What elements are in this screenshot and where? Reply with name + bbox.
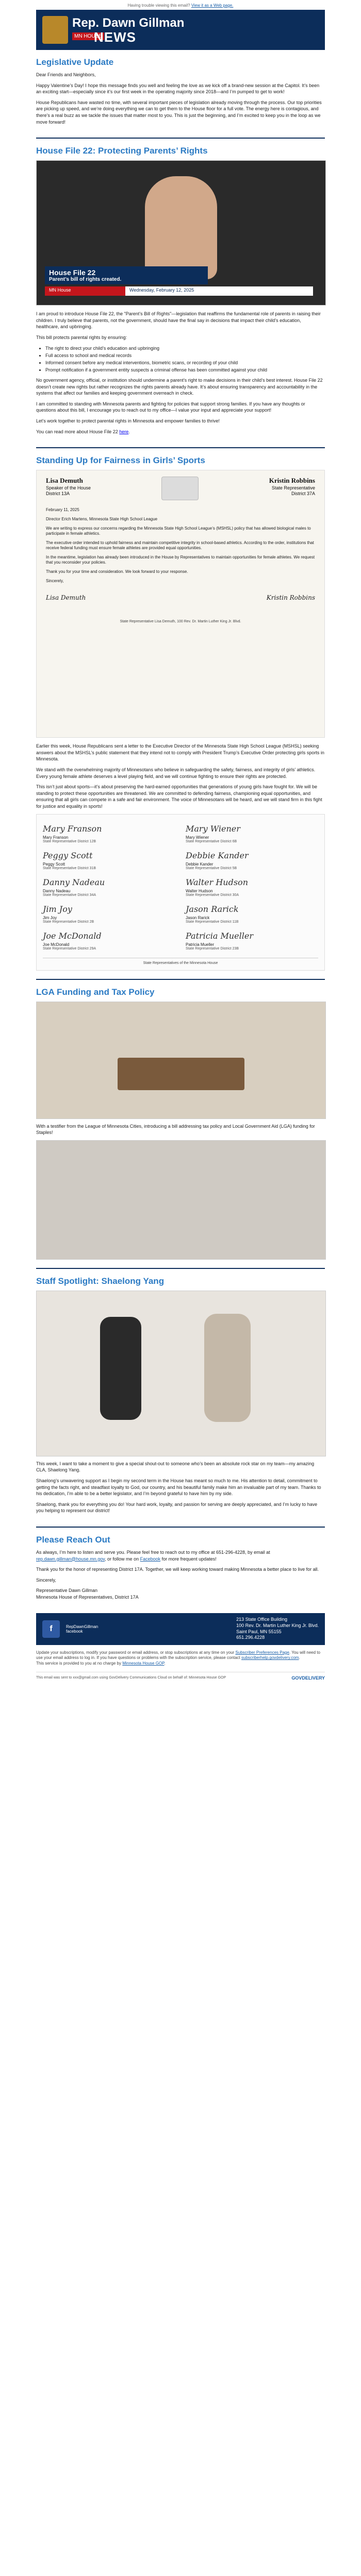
signature-name: Danny Nadeau bbox=[43, 888, 71, 893]
staff-section bbox=[36, 1276, 325, 1521]
legal-line2: This service is provided to you at no charge by Minnesota House GOP. bbox=[36, 1661, 166, 1666]
bottom-bar bbox=[36, 1672, 325, 1684]
hf22-p2: This bill protects parental rights by ensuring: bbox=[36, 334, 127, 340]
signature-entry bbox=[186, 851, 318, 870]
hearing-desk bbox=[118, 1058, 244, 1090]
govdelivery-logo: GOVDELIVERY bbox=[291, 1675, 325, 1681]
fairness-p1: Earlier this week, House Republicans sent a letter to the Executive Director of the Minnesota State High School League (MSHSL) seeking answers about the MSHSL’s public statement that they intend not to comply with President Trump’s Executive Order protecting girls sports in Minnesota. bbox=[36, 743, 324, 762]
letter-signatures bbox=[46, 594, 315, 601]
bottom-left-text: This email was sent to xxx@gmail.com using GovDelivery Communications Cloud on behalf of: Minnesota House GOP bbox=[36, 1676, 226, 1680]
section-title-legislative: Legislative Update bbox=[36, 57, 114, 67]
banner-name: Rep. Dawn Gillman bbox=[72, 16, 185, 30]
staff-person-left bbox=[100, 1317, 141, 1420]
letter-to: Director Erich Martens, Minnesota State High School League bbox=[46, 517, 158, 522]
staff-p3: Shaelong, thank you for everything you do! Your hard work, loyalty, and passion for serving are deeply appreciated, and I’m lucky to have you helping to represent our district! bbox=[36, 1501, 318, 1514]
greeting: Dear Friends and Neighbors, bbox=[36, 72, 96, 77]
letter-header bbox=[46, 477, 315, 500]
signature-script: Walter Hudson bbox=[186, 877, 248, 887]
reach-sign1: Representative Dawn Gillman bbox=[36, 1588, 98, 1594]
signature-district: State Representative District 23B bbox=[186, 946, 239, 951]
signature-entry bbox=[186, 931, 318, 951]
fairness-p3: This isn’t just about sports—it’s about preserving the hard-earned opportunities that generations of young girls have fought for. We will be standing to protect these opportunities are threatened. We are committed to defending fairness, championing equal opportunities, and ensuring that all girls can compete in a safe and fair environment. The voice of Minnesotans will be heard, and we will stand firm in this fight for justice and equality in sports! bbox=[36, 784, 322, 809]
signature-name: Peggy Scott bbox=[43, 861, 65, 867]
lga-hearing-photo bbox=[36, 1002, 326, 1119]
signature-entry bbox=[43, 904, 175, 924]
addr-line1: 213 State Office Building bbox=[236, 1617, 287, 1622]
signature-district: State Representative District 5B bbox=[186, 866, 237, 870]
footer-facebook-label: facebook bbox=[66, 1629, 83, 1634]
reach-sign2: Minnesota House of Representatives, District 17A bbox=[36, 1594, 139, 1600]
reach-p2: Thank you for the honor of representing District 17A. Together, we will keep working toward making Minnesota a better place to live for all. bbox=[36, 1567, 319, 1572]
letter-footnote: State Representative Lisa Demuth, 100 Rev. Dr. Martin Luther King Jr. Blvd. bbox=[120, 620, 241, 624]
signature-entry bbox=[43, 851, 175, 870]
signature-entry bbox=[186, 824, 318, 843]
signature-script: Mary Wiener bbox=[186, 823, 240, 834]
list-item: • Prompt notification if a government entity suspects a criminal offense has been committed against your child bbox=[45, 367, 325, 373]
signature-script: Jason Rarick bbox=[186, 904, 239, 914]
letter-signature-right: Kristin Robbins bbox=[266, 594, 315, 602]
section-title-hf22: House File 22: Protecting Parents’ Rights bbox=[36, 146, 208, 156]
legal-p3: This service is provided to you at no charge by bbox=[36, 1661, 121, 1666]
letter-sincerely: Sincerely, bbox=[46, 579, 64, 584]
support-link[interactable]: subscriberhelp.govdelivery.com bbox=[241, 1655, 299, 1660]
signature-district: State Representative District 11B bbox=[186, 920, 239, 924]
letter-date: February 11, 2025 bbox=[46, 507, 79, 513]
signature-footnote: State Representatives of the Minnesota House bbox=[43, 958, 318, 965]
signature-name: Patricia Mueller bbox=[186, 942, 215, 947]
letter-right-sender bbox=[269, 477, 315, 497]
sender-name: Lisa Demuth bbox=[46, 477, 83, 485]
signature-district: State Representative District 6B bbox=[186, 839, 237, 843]
signature-script: Patricia Mueller bbox=[186, 930, 253, 941]
signature-district: State Representative District 2B bbox=[43, 920, 94, 924]
newsletter-container bbox=[36, 10, 325, 1684]
section-title-lga: LGA Funding and Tax Policy bbox=[36, 987, 155, 997]
signature-script: Mary Franson bbox=[43, 823, 102, 834]
signature-district: State Representative District 12B bbox=[43, 839, 96, 843]
facebook-link[interactable]: Facebook bbox=[140, 1556, 161, 1562]
subscriber-prefs-link[interactable]: Subscriber Preferences Page bbox=[235, 1650, 289, 1655]
banner-news: NEWS bbox=[94, 29, 136, 45]
signature-script: Danny Nadeau bbox=[43, 877, 105, 887]
staff-photo bbox=[36, 1291, 326, 1456]
staff-person-right bbox=[204, 1314, 251, 1422]
reach-signoff bbox=[36, 1587, 325, 1600]
signature-district: State Representative District 29A bbox=[43, 946, 96, 951]
hf22-section bbox=[36, 146, 325, 442]
reach-p1a: As always, I’m here to listen and serve you. Please feel free to reach out to my office at 651-296-4228, by email at bbox=[36, 1549, 270, 1555]
divider bbox=[36, 979, 325, 980]
footer-handle: RepDawnGillman bbox=[66, 1624, 99, 1629]
sender-district: District 37A bbox=[291, 490, 315, 496]
letter-body2: The executive order intended to uphold fairness and maintain competitive integrity in school-based athletics. According to the order, institutions that receive federal funding must ensure female athletes are provided equal opportunities. bbox=[46, 540, 314, 551]
email-link[interactable]: rep.dawn.gillman@house.mn.gov bbox=[36, 1556, 105, 1562]
letter-body3: In the meantime, legislation has already been introduced in the House by Representatives to maintain opportunities for female athletes. We request that you reconsider your policies. bbox=[46, 555, 315, 565]
signature-column-left bbox=[43, 820, 175, 958]
signature-script: Debbie Kander bbox=[186, 850, 249, 860]
section-title-staff: Staff Spotlight: Shaelong Yang bbox=[36, 1276, 165, 1286]
lga-p1: With a testifier from the League of Minnesota Cities, introducing a bill addressing tax policy and Local Government Aid (LGA) funding for Staples! bbox=[36, 1123, 315, 1136]
divider bbox=[36, 138, 325, 139]
letter-body1: We are writing to express our concerns regarding the Minnesota State High School League’s (MSHSL) policy that has allowed biological males to participate in female athletics. bbox=[46, 526, 311, 536]
signature-entry bbox=[186, 877, 318, 897]
staff-p2: Shaelong’s unwavering support as I begin my second term in the House has meant so much to me. His attention to detail, commitment to getting the facts right, and steadfast loyalty to God, our country, and his beautiful family make him an invaluable part of my team. Thanks to his dedication, I’m able to be a better legislator, and I’m beyond grateful to have him by my side. bbox=[36, 1478, 321, 1497]
sender-district: District 13A bbox=[46, 490, 70, 496]
divider bbox=[36, 1527, 325, 1528]
signature-name: Mary Franson bbox=[43, 835, 69, 840]
hf22-p4: I am committed to standing with Minnesota parents and fighting for policies that support strong families. If you have any thoughts or questions about this bill, I encourage you to reach out to my office—I value your input and appreciate your support! bbox=[36, 401, 305, 413]
portrait-image bbox=[145, 176, 217, 279]
caption-line2: Parent’s bill of rights created. bbox=[49, 277, 122, 283]
legal-notice bbox=[36, 1645, 325, 1672]
signature-name: Jim Joy bbox=[43, 915, 57, 920]
reach-p1c: for more frequent updates! bbox=[161, 1556, 217, 1562]
signature-column-right bbox=[186, 820, 318, 958]
gop-link[interactable]: Minnesota House GOP bbox=[122, 1661, 165, 1666]
signature-name: Debbie Kander bbox=[186, 861, 214, 867]
view-web-link[interactable]: View it as a Web page. bbox=[191, 3, 234, 8]
facebook-icon[interactable]: f bbox=[42, 1620, 60, 1638]
sender-name: Kristin Robbins bbox=[269, 477, 315, 485]
letter-thanks: Thank you for your time and consideration. We look forward to your response. bbox=[46, 569, 188, 574]
list-item: • The right to direct your child’s education and upbringing bbox=[45, 345, 325, 351]
fairness-section bbox=[36, 455, 325, 973]
reach-section bbox=[36, 1535, 325, 1608]
strip-right: Wednesday, February 12, 2025 bbox=[125, 286, 313, 296]
section-title-fairness: Standing Up for Fairness in Girls’ Sports bbox=[36, 455, 205, 466]
footer-left bbox=[66, 1624, 98, 1634]
signature-name: Jason Rarick bbox=[186, 915, 210, 920]
signature-name: Walter Hudson bbox=[186, 888, 213, 893]
letter-image bbox=[36, 470, 325, 738]
letter-signature-left: Lisa Demuth bbox=[46, 594, 86, 602]
addr-line2: 100 Rev. Dr. Martin Luther King Jr. Blvd. bbox=[236, 1622, 319, 1628]
divider bbox=[36, 447, 325, 448]
signature-district: State Representative District 31B bbox=[43, 866, 96, 870]
legal-p1: Update your subscriptions, modify your password or email address, or stop subscriptions at any time on your bbox=[36, 1650, 235, 1655]
sender-role: Speaker of the House bbox=[46, 485, 91, 490]
photo-caption bbox=[45, 266, 208, 284]
hf22-p1: I am proud to introduce House File 22, the "Parent’s Bill of Rights"—legislation that reaffirms the fundamental role of parents in raising their children. I truly believe that parents, not the government, should have the final say in decisions that impact their child’s education, healthcare, and upbringing. bbox=[36, 311, 321, 330]
preheader bbox=[0, 0, 361, 10]
lga-meeting-photo bbox=[36, 1140, 326, 1260]
signature-name: Joe McDonald bbox=[43, 942, 70, 947]
hf22-here-link[interactable]: here bbox=[119, 429, 129, 434]
photo-strip bbox=[45, 286, 313, 296]
signature-name: Mary Wiener bbox=[186, 835, 209, 840]
lga-section bbox=[36, 987, 325, 1263]
hf22-p5: Let’s work together to protect parental rights in Minnesota and empower families to thrive! bbox=[36, 418, 220, 424]
capitol-icon bbox=[161, 477, 199, 500]
signature-entry bbox=[43, 931, 175, 951]
staff-p1: This week, I want to take a moment to give a special shout-out to someone who’s been an absolute rock star on my team—my amazing CLA, Shaelong Yang. bbox=[36, 1461, 315, 1473]
state-seal-icon bbox=[42, 16, 68, 44]
reach-p1b: , or follow me on bbox=[105, 1556, 139, 1562]
sender-role: State Representative bbox=[271, 485, 315, 490]
signature-entry bbox=[43, 877, 175, 897]
header-banner bbox=[36, 10, 325, 50]
hf22-p3: No government agency, official, or institution should undermine a parent’s right to make decisions in their child’s best interest. House File 22 doesn’t create new rights but rather recognizes the rights parents already have. It’s about ensuring transparency and accountability in the systems that affect our families and keeping government overreach in check. bbox=[36, 378, 323, 396]
signature-columns bbox=[43, 820, 318, 958]
legislative-p2: House Republicans have wasted no time, with several important pieces of legislation already moving through the process. Our top priorities are picking up speed, and we’re doing everything we can to get them to the House floor for a full vote. The energy here is contagious, and there’s a real buzz as we tackle the issues that matter most to you. This is just the beginning, and I’m excited to keep you in the loop as we move forward! bbox=[36, 99, 322, 125]
fairness-p2: We stand with the overwhelming majority of Minnesotans who believe in safeguarding the safety, fairness, and integrity of girls’ athletics. Every young female athlete deserves a level playing field, and we will continue fighting to ensure their rights are protected. bbox=[36, 767, 316, 779]
signature-entry bbox=[186, 904, 318, 924]
signature-script: Jim Joy bbox=[43, 904, 72, 914]
signature-script: Peggy Scott bbox=[43, 850, 93, 860]
preheader-text: Having trouble viewing this email? bbox=[127, 3, 190, 8]
signature-district: State Representative District 30A bbox=[186, 893, 239, 897]
signature-script: Joe McDonald bbox=[43, 930, 102, 941]
legal-line1: Update your subscriptions, modify your password or email address, or stop subscriptions at any time on your Subscriber Preferences Page. You will need to use your email address to log in. If you have questions or problems with the subscription service, please contact subscriberhelp.govdelivery.com. bbox=[36, 1650, 320, 1660]
footer-address bbox=[236, 1617, 319, 1641]
list-item: • Informed consent before any medical interventions, biometric scans, or recording of your child bbox=[45, 360, 325, 366]
addr-phone: 651.296.4228 bbox=[236, 1635, 265, 1640]
signature-grid bbox=[36, 814, 325, 971]
hf22-p6: You can read more about House File 22 here. bbox=[36, 429, 130, 434]
caption-line1: House File 22 bbox=[49, 268, 96, 277]
reach-p3: Sincerely, bbox=[36, 1577, 56, 1583]
legislative-p1: Happy Valentine’s Day! I hope this message finds you well and feeling the love as we kick off a brand-new session at the Capitol. It’s been an exciting start—especially since it’s our first week in the operating majority since 2018—and I’m pumped to get to work! bbox=[36, 82, 320, 95]
letter-left-sender bbox=[46, 477, 91, 497]
signature-entry bbox=[43, 824, 175, 843]
reach-p1 bbox=[36, 1549, 325, 1562]
divider bbox=[36, 1268, 325, 1269]
section-title-reach: Please Reach Out bbox=[36, 1534, 110, 1545]
strip-left: MN House bbox=[45, 286, 125, 296]
hf22-p6-text: You can read more about House File 22 bbox=[36, 429, 118, 434]
banner-mn: MN HOUSE bbox=[72, 32, 104, 40]
list-item: • Full access to school and medical records bbox=[45, 352, 325, 359]
addr-line3: Saint Paul, MN 55155 bbox=[236, 1629, 282, 1634]
legal-p2: . You will need to use your email address to log in. If you have questions or problems with the subscription service, please contact bbox=[36, 1650, 320, 1660]
hf22-bullets bbox=[36, 345, 325, 374]
footer-box bbox=[36, 1613, 325, 1645]
legislative-update bbox=[36, 57, 325, 132]
signature-district: State Representative District 34A bbox=[43, 893, 96, 897]
hf22-photo bbox=[36, 160, 326, 306]
